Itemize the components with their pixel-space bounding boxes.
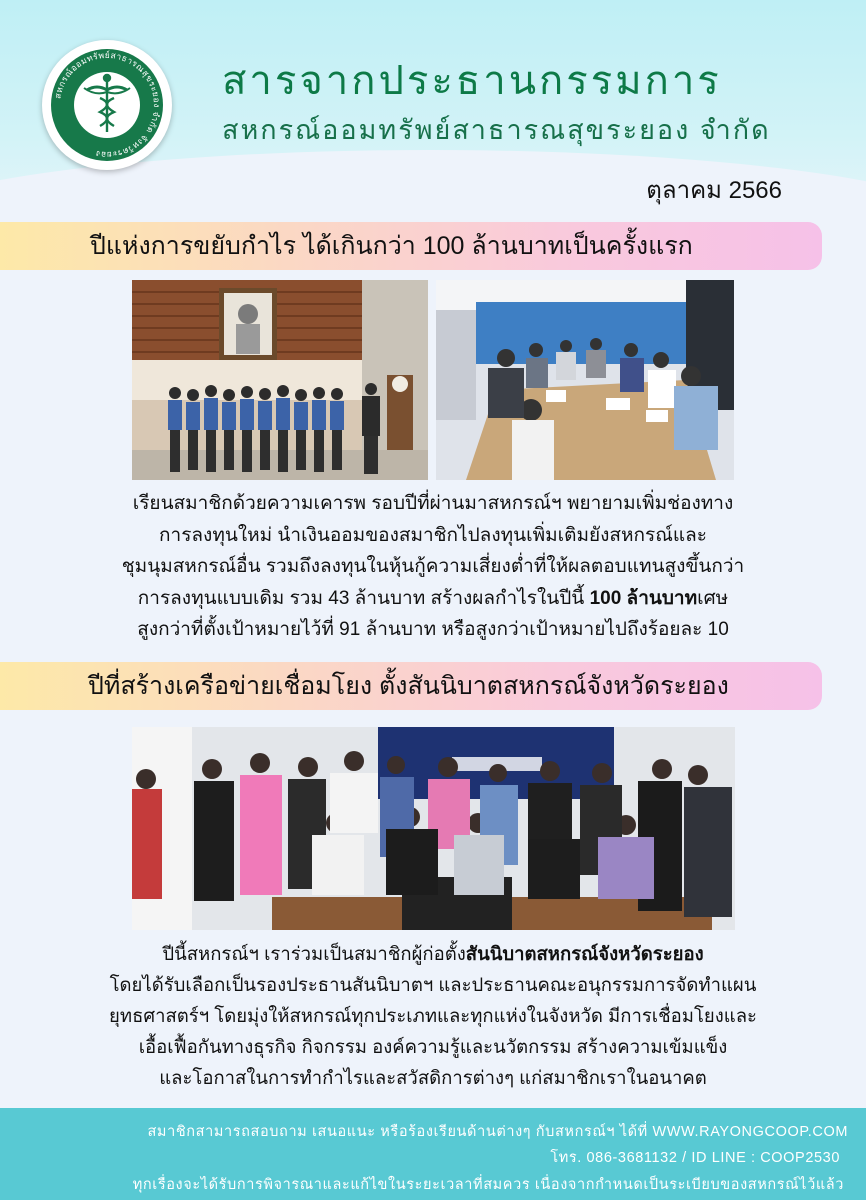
group-photo [132, 280, 428, 480]
logo-ring-text-graphic [42, 40, 172, 170]
paragraph-line: โดยได้รับเลือกเป็นรองประธานสันนิบาตฯ และประธานคณะอนุกรรมการจัดทำแผน [109, 974, 757, 995]
network-meeting-photo [132, 727, 735, 930]
svg-text:สหกรณ์ออมทรัพย์สาธารณสุขระยอง: สหกรณ์ออมทรัพย์สาธารณสุขระยอง จำกัด จังหวัดระยอง [53, 50, 162, 160]
paragraph-line: การลงทุนแบบเดิม รวม 43 ล้านบาท สร้างผลกำไรในปีนี้ 100 ล้านบาทเศษ [137, 587, 729, 609]
footer [0, 1108, 866, 1200]
footer-note: ทุกเรื่องจะได้รับการพิจารณาและแก้ไขในระยะเวลาที่สมควร เนื่องจากกำหนดเป็นระเบียบของสหกรณ์ไว้แล้ว [132, 1177, 844, 1193]
phone-line-id: โทร. 086-3681132 / ID LINE : COOP2530 [550, 1150, 840, 1166]
league-highlight: สันนิบาตสหกรณ์จังหวัดระยอง [465, 943, 704, 964]
paragraph-line: สูงกว่าที่ตั้งเป้าหมายไว้ที่ 91 ล้านบาท หรือสูงกว่าเป้าหมายไปถึงร้อยละ 10 [137, 619, 729, 640]
section-1-heading: ปีแห่งการขยับกำไร ได้เกินกว่า 100 ล้านบาทเป็นครั้งแรก [0, 222, 822, 270]
paragraph-line: ปีนี้สหกรณ์ฯ เราร่วมเป็นสมาชิกผู้ก่อตั้งสันนิบาตสหกรณ์จังหวัดระยอง [162, 943, 704, 964]
meeting-photo [436, 280, 734, 480]
paragraph-line: ยุทธศาสตร์ฯ โดยมุ่งให้สหกรณ์ทุกประเภทและทุกแห่งในจังหวัด มีการเชื่อมโยงและ [109, 1005, 757, 1026]
section-2-body [40, 938, 826, 1093]
page-title: สารจากประธานกรรมการ [222, 59, 722, 103]
organization-name: สหกรณ์ออมทรัพย์สาธารณสุขระยอง จำกัด [222, 115, 771, 145]
cooperative-logo [42, 40, 172, 170]
issue-date: ตุลาคม 2566 [646, 177, 782, 204]
paragraph-line: การลงทุนใหม่ นำเงินออมของสมาชิกไปลงทุนเพิ่มเติมยังสหกรณ์และ [159, 524, 707, 546]
contact-info: สมาชิกสามารถสอบถาม เสนอแนะ หรือร้องเรียนด้านต่างๆ กับสหกรณ์ฯ ได้ที่ WWW.RAYONGCOOP.COM [147, 1124, 848, 1140]
profit-highlight: 100 ล้านบาท [589, 587, 698, 609]
paragraph-line: เรียนสมาชิกด้วยความเคารพ รอบปีที่ผ่านมาสหกรณ์ฯ พยายามเพิ่มช่องทาง [132, 493, 734, 514]
paragraph-line: และโอกาสในการทำกำไรและสวัสดิการต่างๆ แก่สมาชิกเราในอนาคต [159, 1067, 707, 1088]
paragraph-line: เอื้อเฟื้อกันทางธุรกิจ กิจกรรม องค์ความรู้และนวัตกรรม สร้างความเข้มแข็ง [138, 1036, 728, 1057]
paragraph-line: ชุมนุมสหกรณ์อื่น รวมถึงลงทุนในหุ้นกู้ความเสี่ยงต่ำที่ให้ผลตอบแทนสูงขึ้นกว่า [121, 556, 745, 577]
section-1-body [40, 488, 826, 646]
section-2-heading: ปีที่สร้างเครือข่ายเชื่อมโยง ตั้งสันนิบาตสหกรณ์จังหวัดระยอง [0, 662, 822, 710]
header [0, 0, 866, 225]
